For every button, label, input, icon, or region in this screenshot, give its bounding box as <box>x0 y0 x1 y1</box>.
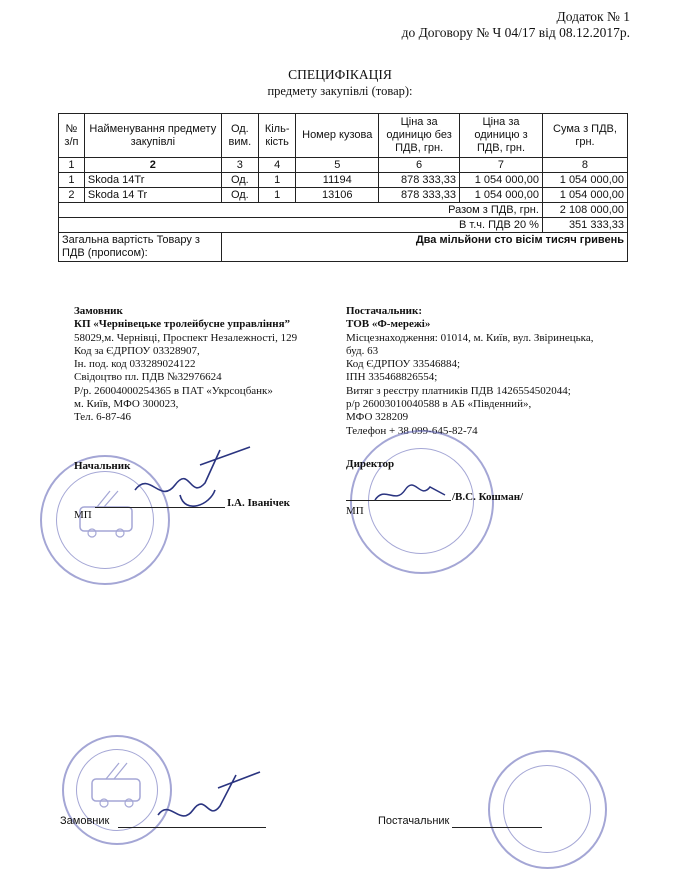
item-body-number: 13106 <box>296 188 379 203</box>
customer-line: Р/р. 26004000254365 в ПАТ «Укрсоцбанк» <box>74 384 273 397</box>
supplier-mp: МП <box>346 505 364 517</box>
customer-line: 58029,м. Чернівці, Проспект Незалежності, 129 <box>74 331 298 344</box>
supplier-role: Постачальник: <box>346 305 423 317</box>
total-value: 2 108 000,00 <box>542 203 627 218</box>
customer-name: КП «Чернівецьке тролейбусне управління” <box>74 318 291 331</box>
col-header: Ціна за одиницю з ПДВ, грн. <box>460 114 543 158</box>
appendix-number: Додаток № 1 <box>556 9 630 24</box>
column-number: 8 <box>542 158 627 173</box>
vat-value: 351 333,33 <box>542 218 627 233</box>
vat-label: В т.ч. ПДВ 20 % <box>59 218 543 233</box>
words-label: Загальна вартість Товару з ПДВ (прописом): <box>59 233 222 262</box>
footer-customer-label: Замовник <box>60 815 110 827</box>
supplier-line: Витяг з реєстру платників ПДВ 1426554502044; <box>346 384 571 397</box>
column-number: 2 <box>84 158 221 173</box>
column-number: 7 <box>460 158 543 173</box>
total-label: Разом з ПДВ, грн. <box>59 203 543 218</box>
item-price-no-vat: 878 333,33 <box>379 188 460 203</box>
footer-customer-signature <box>148 770 268 840</box>
doc-subtitle: предмету закупівлі (товар): <box>267 84 413 98</box>
supplier-block <box>346 305 616 438</box>
customer-line: м. Київ, МФО 300023, <box>74 398 179 411</box>
column-number: 4 <box>259 158 296 173</box>
item-sum: 1 054 000,00 <box>542 173 627 188</box>
item-name: Skoda 14 Tr <box>84 188 221 203</box>
vat-row <box>59 218 628 233</box>
col-header: № з/п <box>59 114 85 158</box>
column-number: 5 <box>296 158 379 173</box>
item-unit: Од. <box>221 188 258 203</box>
supplier-line: буд. 63 <box>346 344 379 357</box>
col-header: Од. вим. <box>221 114 258 158</box>
spec-table <box>58 113 628 262</box>
item-body-number: 11194 <box>296 173 379 188</box>
supplier-sign-name: /В.С. Кошман/ <box>452 491 524 503</box>
customer-sign-title: Начальник <box>74 460 131 472</box>
supplier-line: Місцезнаходження: 01014, м. Київ, вул. Звіринецька, <box>346 331 594 344</box>
supplier-line: Код ЄДРПОУ 33546884; <box>346 358 461 371</box>
supplier-name: ТОВ «Ф-мережі» <box>346 318 431 331</box>
item-unit: Од. <box>221 173 258 188</box>
col-header: Ціна за одиницю без ПДВ, грн. <box>379 114 460 158</box>
col-header: Номер кузова <box>296 114 379 158</box>
col-header: Сума з ПДВ, грн. <box>542 114 627 158</box>
footer-supplier-line <box>452 827 542 828</box>
supplier-signature <box>370 475 460 515</box>
supplier-sign-title: Директор <box>346 458 395 470</box>
customer-signature <box>120 445 260 525</box>
customer-line: Ін. под. код 033289024122 <box>74 358 196 371</box>
col-header: Найменування предмету закупівлі <box>84 114 221 158</box>
column-number-row <box>59 158 628 173</box>
item-qty: 1 <box>259 173 296 188</box>
supplier-line: р/р 26003010040588 в АБ «Південний», <box>346 398 532 411</box>
supplier-line: Телефон + 38 099-645-82-74 <box>346 424 478 437</box>
words-value: Два мільйони сто вісім тисяч гривень <box>221 233 627 262</box>
contract-reference: до Договору № Ч 04/17 від 08.12.2017р. <box>401 25 630 40</box>
item-sum: 1 054 000,00 <box>542 188 627 203</box>
customer-line: Свідоцтво пл. ПДВ №32976624 <box>74 371 222 384</box>
customer-sign-name: І.А. Іванічек <box>227 497 291 509</box>
item-price-vat: 1 054 000,00 <box>460 188 543 203</box>
customer-role: Замовник <box>74 305 123 317</box>
col-header: Кіль-кість <box>259 114 296 158</box>
footer-supplier-label: Постачальник <box>378 815 450 827</box>
column-number: 1 <box>59 158 85 173</box>
footer-supplier-stamp <box>488 750 607 869</box>
words-row <box>59 233 628 262</box>
item-name: Skoda 14Tr <box>84 173 221 188</box>
customer-line: Тел. 6-87-46 <box>74 411 131 424</box>
item-qty: 1 <box>259 188 296 203</box>
item-price-no-vat: 878 333,33 <box>379 173 460 188</box>
item-price-vat: 1 054 000,00 <box>460 173 543 188</box>
table-row <box>59 188 628 203</box>
customer-mp: МП <box>74 509 92 521</box>
row-index: 2 <box>59 188 85 203</box>
row-index: 1 <box>59 173 85 188</box>
table-row <box>59 173 628 188</box>
supplier-line: ІПН 335468826554; <box>346 371 438 384</box>
supplier-line: МФО 328209 <box>346 411 409 424</box>
doc-title: СПЕЦИФІКАЦІЯ <box>288 67 392 82</box>
customer-block <box>74 305 334 425</box>
total-row <box>59 203 628 218</box>
table-header-row <box>59 114 628 158</box>
column-number: 3 <box>221 158 258 173</box>
column-number: 6 <box>379 158 460 173</box>
customer-line: Код за ЄДРПОУ 03328907, <box>74 344 200 357</box>
